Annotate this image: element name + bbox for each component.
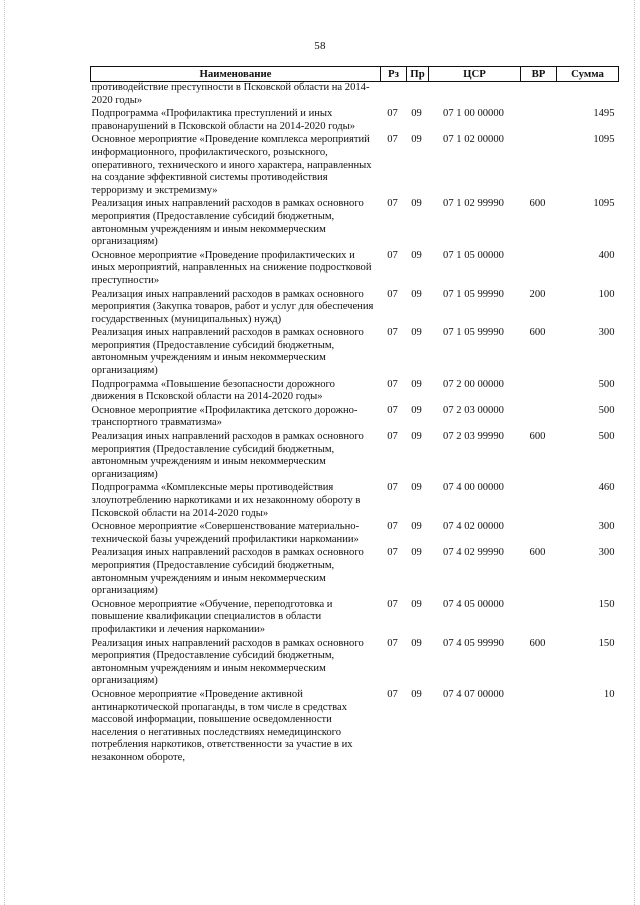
cell-csr: 07 4 05 00000 [443, 598, 504, 610]
cell-name: Основное мероприятие «Совершенствование материально-технической базы учреждений профилактики наркомании» [91, 521, 360, 545]
cell-rz: 07 [387, 598, 398, 610]
cell-rz: 07 [387, 521, 398, 533]
cell-csr: 07 2 00 00000 [443, 378, 504, 390]
cell-csr: 07 2 03 00000 [443, 404, 504, 416]
table-row [91, 134, 619, 198]
cell-name: Реализация иных направлений расходов в рамках основного мероприятия (Предоставление субсидий бюджетным, автономным учреждениям и иным некоммерческим организациям) [91, 637, 364, 687]
cell-name: Основное мероприятие «Проведение профилактических и иных мероприятий, направленных на снижение подростковой преступности» [91, 249, 372, 286]
cell-rz: 07 [387, 547, 398, 559]
cell-vr [521, 379, 557, 405]
cell-sum: 300 [598, 327, 615, 339]
header-name: Наименование [91, 67, 381, 82]
table-row [91, 289, 619, 328]
cell-csr: 07 4 02 00000 [443, 521, 504, 533]
header-csr: ЦСР [429, 67, 521, 82]
cell-csr: 07 1 02 99990 [443, 198, 504, 210]
cell-pr: 09 [411, 404, 422, 416]
cell-vr: 600 [529, 547, 546, 559]
cell-rz: 07 [387, 249, 398, 261]
cell-sum: 500 [598, 404, 615, 416]
header-rz: Рз [381, 67, 407, 82]
cell-rz: 07 [387, 431, 398, 443]
cell-name: Реализация иных направлений расходов в рамках основного мероприятия (Предоставление субсидий бюджетным, автономным учреждениям и иным некоммерческим организациям) [91, 327, 364, 377]
cell-sum: 1095 [593, 134, 615, 146]
cell-name: Реализация иных направлений расходов в рамках основного мероприятия (Закупка товаров, работ и услуг для обеспечения государственных (муниципальных) нужд) [91, 288, 374, 325]
table-row [91, 689, 619, 766]
table-row [91, 482, 619, 521]
cell-pr: 09 [411, 378, 422, 390]
cell-sum: 460 [598, 482, 615, 494]
table-row [91, 547, 619, 598]
cell-vr [521, 250, 557, 289]
cell-rz: 07 [387, 482, 398, 494]
cell-csr: 07 4 07 00000 [443, 688, 504, 700]
cell-name: Реализация иных направлений расходов в рамках основного мероприятия (Предоставление субсидий бюджетным, автономным учреждениям и иным некоммерческим организациям) [91, 547, 364, 597]
cell-rz: 07 [387, 688, 398, 700]
cell-vr [521, 599, 557, 638]
cell-pr: 09 [411, 521, 422, 533]
table-row [91, 82, 619, 109]
cell-vr [521, 521, 557, 547]
cell-vr [521, 482, 557, 521]
cell-name: Основное мероприятие «Проведение комплекса мероприятий информационного, профилактического, розыскного, оперативного, технического и иного характера, направленных на создание эффективной системы противодействия терроризму и экстремизму» [91, 134, 372, 196]
cell-pr: 09 [411, 108, 422, 120]
cell-name: противодействие преступности в Псковской области на 2014-2020 годы» [91, 82, 370, 106]
cell-rz: 07 [387, 288, 398, 300]
cell-csr: 07 1 05 00000 [443, 249, 504, 261]
cell-sum: 400 [598, 249, 615, 261]
cell-rz: 07 [387, 134, 398, 146]
cell-rz: 07 [387, 637, 398, 649]
cell-sum: 100 [598, 288, 615, 300]
cell-rz: 07 [387, 108, 398, 120]
cell-pr [407, 82, 429, 109]
cell-vr [521, 689, 557, 766]
cell-vr [521, 405, 557, 431]
cell-vr [521, 108, 557, 134]
cell-pr: 09 [411, 198, 422, 210]
cell-csr: 07 2 03 99990 [443, 431, 504, 443]
table-body [91, 82, 619, 766]
table-row [91, 250, 619, 289]
cell-pr: 09 [411, 249, 422, 261]
cell-sum [557, 82, 619, 109]
cell-name: Реализация иных направлений расходов в рамках основного мероприятия (Предоставление субсидий бюджетным, автономным учреждениям и иным некоммерческим организациям) [91, 431, 364, 480]
page-number: 58 [314, 40, 326, 52]
cell-vr: 600 [529, 637, 546, 649]
cell-sum: 500 [598, 378, 615, 390]
cell-vr: 600 [529, 327, 546, 339]
cell-csr: 07 1 05 99990 [443, 288, 504, 300]
cell-rz: 07 [387, 404, 398, 416]
table-row [91, 521, 619, 547]
table-row [91, 108, 619, 134]
table-row [91, 405, 619, 431]
cell-rz: 07 [387, 327, 398, 339]
cell-name: Основное мероприятие «Профилактика детского дорожно-транспортного травматизма» [91, 404, 358, 429]
cell-pr: 09 [411, 547, 422, 559]
cell-sum: 300 [598, 521, 615, 533]
cell-pr: 09 [411, 598, 422, 610]
cell-name: Подпрограмма «Профилактика преступлений и иных правонарушений в Псковской области на 2014-2020 годы» [91, 108, 356, 132]
cell-sum: 1095 [593, 198, 615, 210]
cell-rz: 07 [387, 378, 398, 390]
header-sum: Сумма [557, 67, 619, 82]
cell-pr: 09 [411, 431, 422, 443]
cell-csr [429, 82, 521, 109]
cell-pr: 09 [411, 482, 422, 494]
cell-pr: 09 [411, 637, 422, 649]
cell-csr: 07 1 05 99990 [443, 327, 504, 339]
cell-vr [521, 134, 557, 198]
cell-sum: 500 [598, 431, 615, 443]
cell-vr: 600 [529, 198, 546, 210]
cell-name: Реализация иных направлений расходов в рамках основного мероприятия (Предоставление субсидий бюджетным, автономным учреждениям и иным некоммерческим организациям) [91, 198, 364, 248]
cell-pr: 09 [411, 327, 422, 339]
cell-sum: 150 [598, 598, 615, 610]
cell-name: Подпрограмма «Комплексные меры противодействия злоупотреблению наркотиками и их незаконному обороту в Псковской области на 2014-2020 годы» [91, 482, 361, 519]
header-pr: Пр [407, 67, 429, 82]
cell-name: Основное мероприятие «Обучение, переподготовка и повышение квалификации специалистов в области профилактики и лечения наркомании» [91, 598, 333, 635]
cell-name: Основное мероприятие «Проведение активной антинаркотической пропаганды, в том числе в средствах массовой информации, повышение осведомленности населения о негативных последствиях немедицинского потребления наркотиков, ответственности за участие в их незаконном обороте, [91, 688, 353, 763]
table-row [91, 379, 619, 405]
table-header-row [91, 67, 619, 82]
table-row [91, 198, 619, 249]
cell-csr: 07 4 05 99990 [443, 637, 504, 649]
cell-vr [521, 82, 557, 109]
table-row [91, 638, 619, 689]
scan-left-edge [4, 0, 6, 905]
cell-sum: 1495 [593, 108, 615, 120]
cell-vr: 200 [529, 288, 546, 300]
table-row [91, 599, 619, 638]
cell-sum: 150 [598, 637, 615, 649]
cell-rz [381, 82, 407, 109]
cell-sum: 10 [603, 688, 615, 700]
cell-csr: 07 4 00 00000 [443, 482, 504, 494]
cell-vr: 600 [529, 431, 546, 443]
table-row [91, 327, 619, 378]
budget-table [90, 66, 619, 765]
header-vr: ВР [521, 67, 557, 82]
cell-sum: 300 [598, 547, 615, 559]
cell-pr: 09 [411, 288, 422, 300]
scan-right-edge [634, 0, 636, 905]
cell-csr: 07 1 00 00000 [443, 108, 504, 120]
cell-csr: 07 1 02 00000 [443, 134, 504, 146]
cell-pr: 09 [411, 688, 422, 700]
cell-rz: 07 [387, 198, 398, 210]
cell-csr: 07 4 02 99990 [443, 547, 504, 559]
cell-name: Подпрограмма «Повышение безопасности дорожного движения в Псковской области на 2014-2020 годы» [91, 378, 335, 403]
table-row [91, 431, 619, 482]
cell-pr: 09 [411, 134, 422, 146]
